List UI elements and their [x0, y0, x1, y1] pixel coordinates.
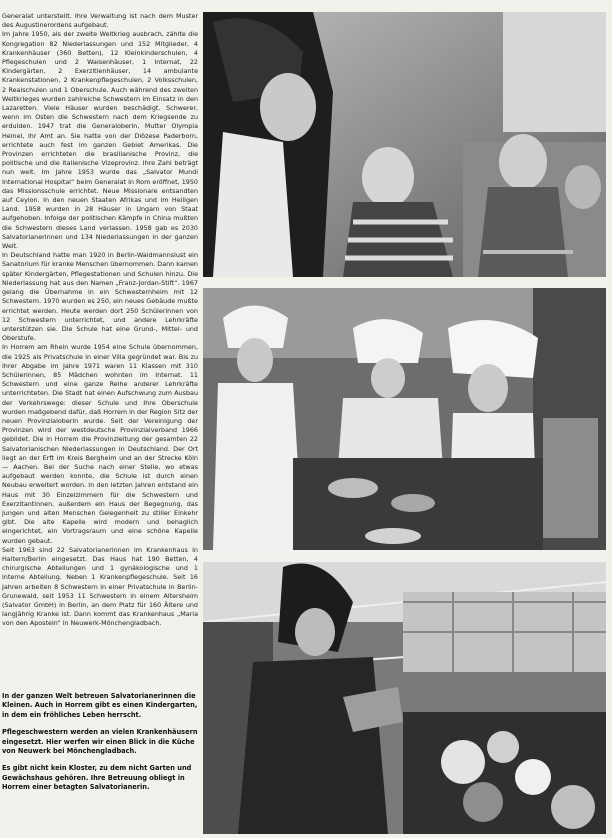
caption-greenhouse: Es gibt nicht kein Kloster, zu dem nicht Garten und Gewächshaus gehören. Ihre Betreuung obliegt in Horrem einer betagten Salvatorianerin. [2, 764, 192, 792]
article-body [2, 12, 198, 629]
photo-nun-with-children [203, 12, 606, 277]
article-paragraph: In Horrem am Rhein wurde 1954 eine Schule übernommen, die 1925 als Privatschule in einer Villa gegründet war. Bis zu ihrer Abgabe im Jahre 1971 waren 11 Klassen mit 310 Schülerinnen, 85 Mädchen wohnten im Internat. 11 Schwestern und eine ganze Reihe anderer Lehrkräfte unterrichteten. Die Stadt hat einen Aufschwung zum Ausbau der Verkehrswege: dieser Schule und Ihre Oberschule wurden maßgebend dafür, daß Horrem in der Region Sitz der neuen Provinzialoberin wurde. Seit der Vereinigung der Provinzen wird der westdeutsche Provinzialverband 1966 gebildet. Die in Horrem die Provinzleitung der gesamten 22 Salvatorianischen Niederlassungen in Deutschland. Der Ort liegt an der Erft im Kreis Bergheim und an der Strecke Köln — Aachen. Bei der Suche nach einer Stelle, wo etwas aufgebaut werden konnte, die Schule ist durch einen Neubau erweitert worden. In den letzten Jahren entstand ein Haus mit 30 Einzelzimmern für die Schwestern und Exerzitantinnen, außerdem ein Haus der Begegnung, das jungen und alten Menschen Gelegenheit zu stiller Einkehr gibt. Die alte Kapelle wird modern und behaglich eingerichtet, ein Vortragsraum und eine schöne Kapelle wurden gebaut. [2, 343, 198, 545]
caption-kitchen: Pflegeschwestern werden an vielen Krankenhäusern eingesetzt. Hier werfen wir einen Blick in die Küche von Neuwerk bei Mönchengladbach. [2, 728, 198, 756]
article-paragraph: In Deutschland hatte man 1920 in Berlin-Waidmannslust ein Sanatorium für kranke Menschen übernommen. Dann kamen später Kindergärten, Pflegestationen und Schulen hinzu. Die Niederlassung hat aus den Namen „Franz-Jordan-Stift“. 1967 gelang die Übernahme in ein Schwesternheim mit 12 Schwestern. 1970 wurden es 250, ein neues Gebäude mußte errichtet werden. Heute werden dort 250 Schülerinnen von 12 Schwestern unterrichtet, und andere Lehrkräfte unterstützen sie. Die Schule hat eine Grund-, Mittel- und Oberstufe. [2, 251, 198, 343]
photo-greenhouse-nun [203, 562, 606, 834]
article-paragraph: Generalat unterstellt. Ihre Verwaltung ist nach dem Muster des Augustinerordens aufgebaut. [2, 12, 198, 30]
photo-kitchen-nurses [203, 288, 606, 550]
article-paragraph: Seit 1963 sind 22 Salvatorianerinnen im Krankenhaus in Haltern/Berlin eingesetzt. Das Haus hat 190 Betten, 4 chirurgische Abteilungen und 1 gynäkologische und 1 interne Abteilung. Neben 1 Krankenpflegeschule. Seit 16 Jahren arbeiten 8 Schwestern in einer Privatschule in Berlin-Grunewald, seit 1953 11 Schwestern in einem Altersheim (Salvator GmbH) in Berlin, an dem Platz für 160 Ältere und langjährig Kranke ist. Dann kommt das Krankenhaus „Maria von den Aposteln“ in Neuwerk-Mönchengladbach. [2, 545, 198, 628]
caption-kindergarten: In der ganzen Welt betreuen Salvatorianerinnen die Kleinen. Auch in Horrem gibt es einen Kindergarten, in dem ein fröhliches Leben herrscht. [2, 692, 198, 719]
article-paragraph: Im Jahre 1950, als der zweite Weltkrieg ausbrach, zählte die Kongregation 82 Niederlassungen und 152 Mitglieder, 4 Krankenhäuser (360 Betten), 12 Kleinkinderschulen, 4 Pflegeschulen und 2 Waisenhäuser, 1 Internat, 22 Kindergärten, 2 Exerzitienhäuser, 14 ambulante Krankenstationen, 2 Krankenpflegeschulen, 2 Volksschulen, 2 Realschulen und 1 Oberschule. Auch während des zweiten Weltkrieges wurden zahlreiche Schwestern im Einsatz in den Lazaretten. Viele Häuser wurden beschädigt. Schwerer, wenn im Osten die Schwestern nach dem Kriegsende zu erdulden. 1947 trat die Generaloberin, Mutter Olympia Heinel, ihr Amt an. Sie hatte von der Diözese Paderborn, errichtete auch fest im ganzen Gebiet Amerikas. Die Provinzen errichteten die brasilianische Provinz, die politische und die italienische Vizeprovinz. Ihre Zahl beträgt nun weit. Im Jahre 1953 wurde das „Salvator Mundi International Hospital“ beim Generalat in Rom eröffnet, 1950 das Missionsschule errichtet. Neue Missionare entsandten auf Ceylon. In den neuen Staaten Afrikas und im Heiligen Land. 1958 wurden in 28 Häuser in Ungarn von Staat aufgehoben. Infolge der politischen Kämpfe in China mußten die Schwestern dieses Land verlassen. 1958 gab es 2030 Salvatorianerinnen und 134 Niederlassungen in der ganzen Welt. [2, 30, 198, 251]
photo-captions [2, 692, 198, 801]
article-text-column [2, 12, 198, 832]
